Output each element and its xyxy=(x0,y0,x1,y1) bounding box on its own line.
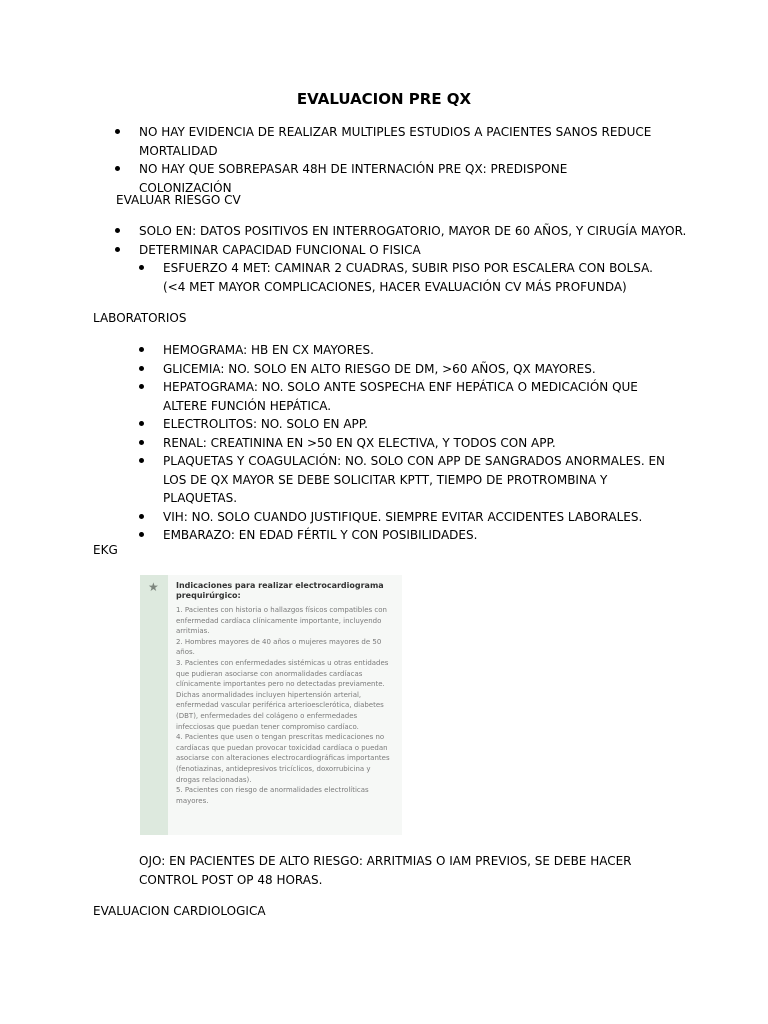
riesgo-sublist xyxy=(163,259,663,296)
intro-list xyxy=(139,123,659,197)
bullet-icon xyxy=(139,514,144,519)
list-item: EMBARAZO: EN EDAD FÉRTIL Y CON POSIBILIDADES. xyxy=(163,526,677,545)
laboratorios-list xyxy=(163,341,677,545)
riesgo-list xyxy=(139,222,699,259)
ekg-indications-figure xyxy=(140,575,402,835)
figure-list-item: 2. Hombres mayores de 40 años o mujeres mayores de 50 años. xyxy=(176,637,382,657)
bullet-icon xyxy=(139,532,144,537)
figure-list-item: 5. Pacientes con riesgo de anormalidades electrolíticas mayores. xyxy=(176,786,369,805)
list-item: SOLO EN: DATOS POSITIVOS EN INTERROGATORIO, MAYOR DE 60 AÑOS, Y CIRUGÍA MAYOR. xyxy=(139,222,699,241)
section-heading-laboratorios: LABORATORIOS xyxy=(93,311,187,325)
figure-list-item: 4. Pacientes que usen o tengan prescritas medicaciones no cardíacas que puedan provocar toxicidad cardíaca o puedan asociarse con alteraciones electrocardiográficas importantes (fenotiazinas, antidepresivos tricíclicos, doxorrubicina y drogas relacionadas). xyxy=(176,733,390,784)
bullet-icon xyxy=(139,366,144,371)
bullet-icon xyxy=(139,384,144,389)
list-item: HEMOGRAMA: HB EN CX MAYORES. xyxy=(163,341,677,360)
figure-heading: Indicaciones para realizar electrocardiograma prequirúrgico: xyxy=(176,581,384,600)
list-item: DETERMINAR CAPACIDAD FUNCIONAL O FISICA xyxy=(139,241,699,260)
bullet-icon xyxy=(115,228,120,233)
list-item: VIH: NO. SOLO CUANDO JUSTIFIQUE. SIEMPRE EVITAR ACCIDENTES LABORALES. xyxy=(163,508,677,527)
bullet-icon xyxy=(139,421,144,426)
ojo-note: OJO: EN PACIENTES DE ALTO RIESGO: ARRITMIAS O IAM PREVIOS, SE DEBE HACER CONTROL POST OP 48 HORAS. xyxy=(139,854,632,887)
bullet-icon xyxy=(139,347,144,352)
bullet-icon xyxy=(115,247,120,252)
bullet-icon xyxy=(139,265,144,270)
figure-list-item: 1. Pacientes con historia o hallazgos físicos compatibles con enfermedad cardíaca clínicamente importante, incluyendo arritmias. xyxy=(176,606,387,636)
list-item: ELECTROLITOS: NO. SOLO EN APP. xyxy=(163,415,677,434)
bullet-icon xyxy=(139,440,144,445)
section-heading-ekg: EKG xyxy=(93,543,118,557)
list-item: NO HAY EVIDENCIA DE REALIZAR MULTIPLES ESTUDIOS A PACIENTES SANOS REDUCE MORTALIDAD xyxy=(139,123,659,160)
bullet-icon xyxy=(115,166,120,171)
bullet-icon xyxy=(139,458,144,463)
list-item: RENAL: CREATININA EN >50 EN QX ELECTIVA, Y TODOS CON APP. xyxy=(163,434,677,453)
figure-side-bar xyxy=(140,575,168,835)
figure-list-item: 3. Pacientes con enfermedades sistémicas u otras entidades que pudieran asociarse con anormalidades cardíacas clínicamente importantes pero no detectadas previamente. Dichas anormalidades incluyen hipertensión arterial, enfermedad vascular periférica arterioesclerótica, diabetes (DBT), enfermedades del colágeno o enfermedades infecciosas que puedan tener compromiso cardíaco. xyxy=(176,658,389,731)
list-item: HEPATOGRAMA: NO. SOLO ANTE SOSPECHA ENF HEPÁTICA O MEDICACIÓN QUE ALTERE FUNCIÓN HEPÁTICA. xyxy=(163,378,677,415)
list-item: GLICEMIA: NO. SOLO EN ALTO RIESGO DE DM, >60 AÑOS, QX MAYORES. xyxy=(163,360,677,379)
star-icon: ★ xyxy=(148,580,159,594)
list-item: NO HAY QUE SOBREPASAR 48H DE INTERNACIÓN PRE QX: PREDISPONE COLONIZACIÓN xyxy=(139,160,659,197)
figure-list xyxy=(176,605,396,806)
bullet-icon xyxy=(115,129,120,134)
list-item: ESFUERZO 4 MET: CAMINAR 2 CUADRAS, SUBIR PISO POR ESCALERA CON BOLSA. (<4 MET MAYOR COMPLICACIONES, HACER EVALUACIÓN CV MÁS PROFUNDA) xyxy=(163,259,663,296)
document-title: EVALUACION PRE QX xyxy=(296,90,472,108)
section-heading-riesgo: EVALUAR RIESGO CV xyxy=(116,193,241,207)
section-heading-cardiologica: EVALUACION CARDIOLOGICA xyxy=(93,904,266,918)
list-item: PLAQUETAS Y COAGULACIÓN: NO. SOLO CON APP DE SANGRADOS ANORMALES. EN LOS DE QX MAYOR SE DEBE SOLICITAR KPTT, TIEMPO DE PROTROMBINA Y PLAQUETAS. xyxy=(163,452,677,508)
